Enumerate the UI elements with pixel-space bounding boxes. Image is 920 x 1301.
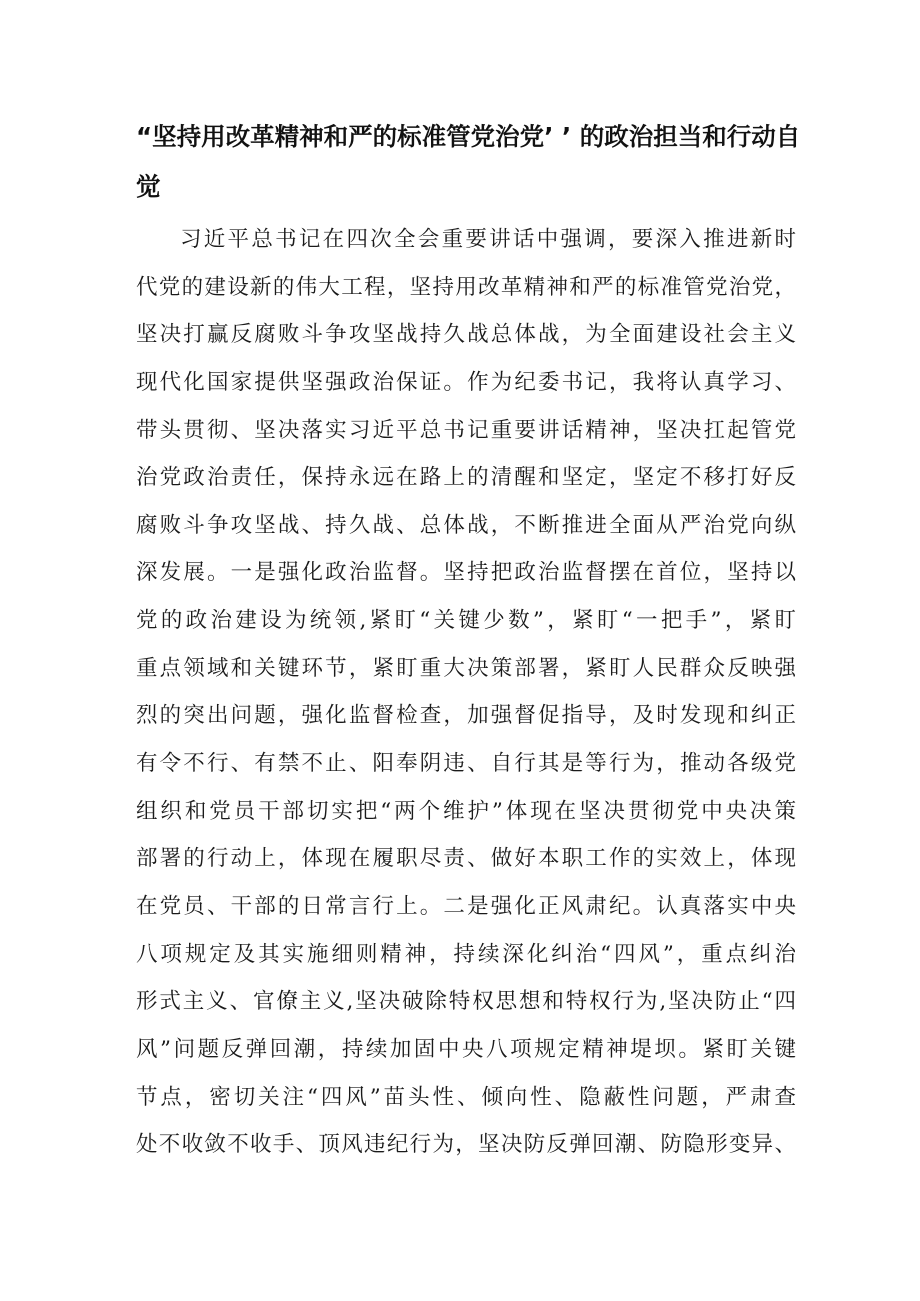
body-line: 深发展。一是强化政治监督。坚持把政治监督摆在首位，坚持以 (136, 560, 796, 586)
title-line-1: “坚持用改革精神和严的标准管党治党’ ’ 的政治担当和行动自 (136, 122, 801, 151)
body-line: 在党员、干部的日常言行上。二是强化正风肃纪。认真落实中央 (136, 893, 796, 919)
body-line: 带头贯彻、坚决落实习近平总书记重要讲话精神，坚决扛起管党 (136, 417, 796, 443)
body-line: 有令不行、有禁不止、阳奉阴违、自行其是等行为，推动各级党 (136, 751, 796, 777)
body-line: 治党政治责任，保持永远在路上的清醒和坚定，坚定不移打好反 (136, 465, 796, 491)
body-line: 组织和党员干部切实把“两个维护”体现在坚决贯彻党中央决策 (136, 798, 796, 824)
body-line: 部署的行动上，体现在履职尽责、做好本职工作的实效上，体现 (136, 846, 796, 872)
body-line: 坚决打赢反腐败斗争攻坚战持久战总体战，为全面建设社会主义 (136, 322, 796, 348)
body-line: 代党的建设新的伟大工程，坚持用改革精神和严的标准管党治党， (136, 274, 796, 300)
body-line: 八项规定及其实施细则精神，持续深化纠治“四风”，重点纠治 (136, 941, 796, 967)
body-line: 腐败斗争攻坚战、持久战、总体战，不断推进全面从严治党向纵 (136, 512, 796, 538)
title-line-2: 觉 (136, 172, 161, 201)
document-body (136, 216, 796, 1169)
body-line: 重点领域和关键环节，紧盯重大决策部署，紧盯人民群众反映强 (136, 655, 796, 681)
body-line: 现代化国家提供坚强政治保证。作为纪委书记，我将认真学习、 (136, 369, 796, 395)
body-line: 处不收敛不收手、顶风违纪行为，坚决防反弹回潮、防隐形变异、 (136, 1132, 796, 1158)
document-title (136, 112, 801, 212)
body-line: 烈的突出问题，强化监督检查，加强督促指导，及时发现和纠正 (136, 703, 796, 729)
body-line: 习近平总书记在四次全会重要讲话中强调，要深入推进新时 (180, 227, 796, 252)
body-line: 党的政治建设为统领,紧盯“关键少数”，紧盯“一把手”，紧盯 (136, 608, 796, 634)
body-line: 形式主义、官僚主义,坚决破除特权思想和特权行为,坚决防止“四 (136, 989, 796, 1015)
body-line: 风”问题反弹回潮，持续加固中央八项规定精神堤坝。紧盯关键 (136, 1036, 796, 1062)
body-line: 节点，密切关注“四风”苗头性、倾向性、隐蔽性问题，严肃查 (136, 1084, 796, 1110)
